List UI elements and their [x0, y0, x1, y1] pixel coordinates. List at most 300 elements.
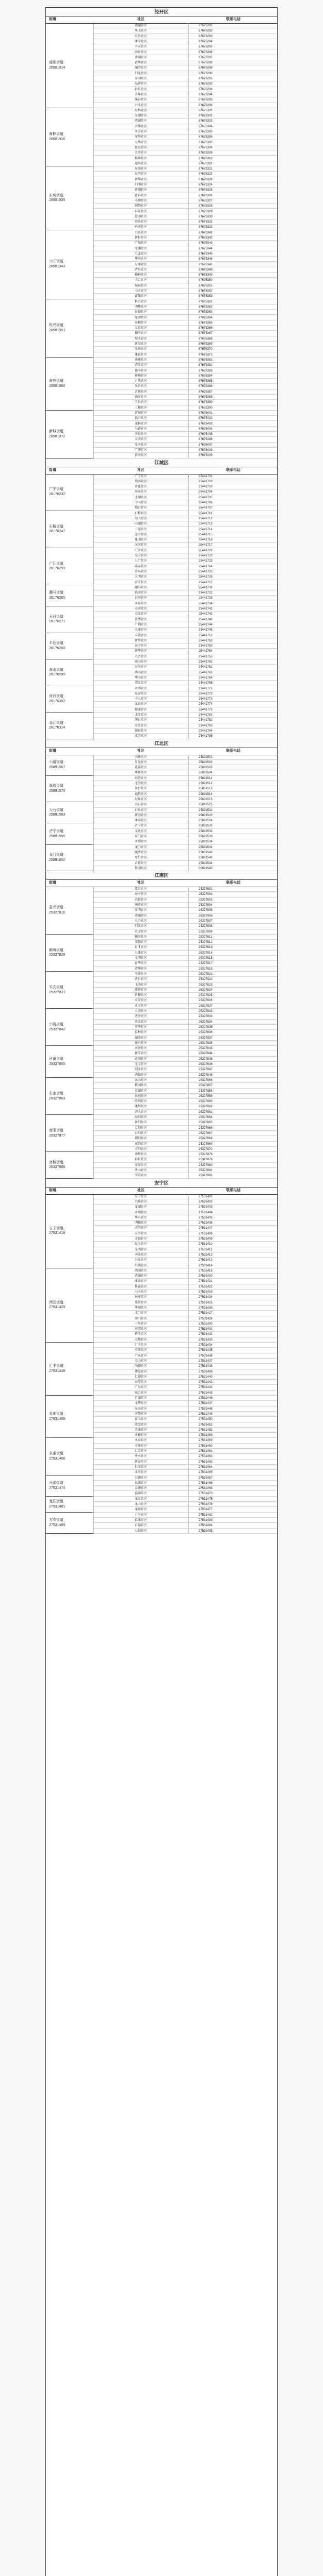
street-name: 南苑街道 [49, 379, 63, 383]
table-row [93, 342, 278, 347]
table-row [93, 1099, 278, 1104]
table-row [93, 443, 278, 448]
community-name: 胜利社区 [93, 1099, 189, 1104]
community-phone: 25327882 [199, 1174, 213, 1178]
table-row [93, 1433, 278, 1438]
table-row [93, 887, 278, 892]
community-name: 永利社区 [93, 839, 189, 844]
street-name: 大石街道 [49, 808, 63, 812]
table-row [93, 892, 278, 897]
table-row [93, 225, 278, 230]
community-phone: 87675388 [199, 396, 213, 399]
column-header-street: 街道 [49, 18, 56, 21]
table-row [93, 564, 278, 569]
community-phone: 87675371 [199, 353, 213, 357]
community-name: 尚德社区 [93, 1364, 189, 1368]
community-phone: 25441704 [199, 490, 213, 494]
table-row [93, 1062, 278, 1067]
street-phone: 26176259 [49, 567, 66, 571]
street-cell [46, 1513, 93, 1534]
table-row [93, 818, 278, 823]
community-name: 迪湖社区 [93, 23, 189, 28]
street-phone: 27531445 [49, 1369, 66, 1374]
community-phone: 87675323 [199, 178, 213, 181]
community-phone: 25327833 [199, 1015, 213, 1019]
community-name: 东安社区 [93, 691, 189, 696]
community-name: 汉河社区 [93, 543, 189, 547]
community-phone: 25441711 [199, 512, 213, 515]
table-row [93, 1263, 278, 1268]
table-row [93, 384, 278, 389]
table-row [93, 590, 278, 596]
community-name: 东苑社区 [93, 166, 189, 171]
table-row [93, 675, 278, 681]
community-name: 兴民社区 [93, 1258, 189, 1262]
community-phone: 25327837 [199, 1036, 213, 1040]
community-phone: 25327843 [199, 1047, 213, 1050]
community-name: 璧水社区 [93, 336, 189, 341]
community-name: 永泰社区 [93, 1438, 189, 1443]
table-row [93, 580, 278, 585]
table-row [93, 1476, 278, 1481]
community-phone: 25441763 [199, 671, 213, 674]
community-name: 宁静社区 [93, 1412, 189, 1416]
community-name: 春阳社区 [93, 1131, 189, 1136]
table-row [93, 432, 278, 437]
table-row [93, 44, 278, 49]
table-row [93, 1491, 278, 1496]
community-phone: 87675294 [199, 93, 213, 96]
community-phone: 27531412 [199, 1253, 213, 1257]
community-name: 永祥社区 [93, 601, 189, 606]
community-name: 彩虹社区 [93, 87, 189, 92]
community-phone: 25327817 [199, 962, 213, 965]
community-name: 南湖社区 [93, 913, 189, 918]
table-row [93, 358, 278, 363]
community-phone: 25441755 [199, 655, 213, 658]
community-name: 春海社区 [93, 596, 189, 600]
table-row [93, 1343, 278, 1348]
table-row [93, 908, 278, 913]
table-row [93, 71, 278, 76]
street-name: 汇丰街道 [49, 1364, 63, 1368]
community-phone: 25327822 [199, 978, 213, 981]
community-name: 桥头社区 [93, 1332, 189, 1336]
street-phone: 28501914 [49, 65, 66, 70]
community-phone: 27531459 [199, 1439, 213, 1443]
community-name: 宽仁社区 [93, 855, 189, 860]
table-row [93, 993, 278, 998]
street-phone: 27531418 [49, 1231, 66, 1235]
community-name: 万达社区 [93, 379, 189, 383]
community-phone: 27531419 [199, 1269, 213, 1273]
column-header [46, 748, 277, 755]
table-row [93, 320, 278, 326]
table-row [93, 262, 278, 267]
community-name: 大湾社区 [93, 437, 189, 442]
community-phone: 25327802 [199, 893, 213, 896]
community-name: 九龙社区 [93, 251, 189, 256]
community-name: 景台社区 [93, 786, 189, 791]
community-name: 安德社区 [93, 940, 189, 944]
table-row [93, 1142, 278, 1147]
community-phone: 27531449 [199, 1412, 213, 1416]
column-header-phone: 联系电话 [226, 881, 240, 885]
community-name: 大华社区 [93, 124, 189, 129]
street-phone: 25327829 [49, 953, 66, 957]
community-phone: 87675303 [199, 120, 213, 123]
column-header-community: 社区 [137, 1188, 144, 1192]
street-phone: 28501943 [49, 265, 66, 269]
table-row [93, 691, 278, 697]
community-name: 城东社区 [93, 283, 189, 288]
table-row [93, 643, 278, 649]
community-phone: 25327809 [199, 930, 213, 934]
community-phone: 25327847 [199, 1068, 213, 1072]
community-phone: 25327879 [199, 1158, 213, 1162]
community-phone: 25441703 [199, 485, 213, 489]
community-phone: 87675281 [199, 24, 213, 27]
community-phone: 27531452 [199, 1428, 213, 1432]
community-name: 阳光社区 [93, 71, 189, 76]
table-row [93, 1104, 278, 1109]
community-phone: 25327824 [199, 988, 213, 992]
table-row [93, 166, 278, 172]
community-phone: 25327813 [199, 946, 213, 950]
street-name: 新城街道 [49, 430, 63, 434]
community-name: 龙江社区 [93, 1497, 189, 1501]
community-name: 乐居社区 [93, 1300, 189, 1305]
community-phone: 87675382 [199, 364, 213, 367]
community-phone: 25327864 [199, 1116, 213, 1120]
community-name: 康盛社区 [93, 1279, 189, 1283]
table-row [93, 437, 278, 442]
table-row [93, 1110, 278, 1115]
table-row [93, 1089, 278, 1094]
community-name: 旭日社区 [93, 718, 189, 722]
community-phone: 25441753 [199, 645, 213, 648]
table-row [93, 1067, 278, 1072]
table-row [93, 1284, 278, 1290]
table-row [93, 118, 278, 124]
community-phone: 87675346 [199, 258, 213, 261]
street-cell [46, 585, 93, 606]
community-phone: 25327858 [199, 1089, 213, 1093]
community-name: 安江社区 [93, 723, 189, 728]
community-phone: 27531411 [199, 1248, 213, 1251]
table-row [93, 707, 278, 713]
community-name: 金源社区 [93, 1486, 189, 1490]
community-phone: 87675369 [199, 343, 213, 346]
table-row [93, 198, 278, 204]
street-name: 万寿街道 [49, 1518, 63, 1522]
table-row [93, 1486, 278, 1491]
community-name: 明德社区 [93, 1221, 189, 1225]
table-row [93, 1057, 278, 1062]
street-phone: 28501951 [49, 328, 66, 332]
community-name: 景华社区 [93, 177, 189, 182]
community-name: 马路社区 [93, 427, 189, 431]
community-phone: 87675322 [199, 173, 213, 176]
community-name: 广宁社区 [93, 474, 189, 479]
community-name: 居安社区 [93, 1295, 189, 1299]
table-row [93, 97, 278, 103]
community-phone: 27531426 [199, 1306, 213, 1310]
community-phone: 25891501 [199, 755, 213, 759]
table-row [93, 145, 278, 150]
community-phone: 25441721 [199, 549, 213, 552]
community-name: 海宁社区 [93, 892, 189, 896]
community-phone: 87675291 [199, 77, 213, 80]
community-name: 大兴社区 [93, 919, 189, 923]
community-phone: 25327805 [199, 909, 213, 912]
community-name: 小路社区 [93, 755, 189, 759]
community-name: 豪江社区 [93, 580, 189, 585]
table-row [93, 87, 278, 92]
community-name: 晶菁社区 [93, 81, 189, 86]
community-name: 文渊社区 [93, 246, 189, 251]
street-name: 嘉兴街道 [49, 906, 63, 910]
community-phone: 87675348 [199, 268, 213, 272]
table-row [93, 1481, 278, 1486]
table-row [93, 1444, 278, 1449]
street-cell [46, 1343, 93, 1396]
community-phone: 27531468 [199, 1481, 213, 1485]
community-phone: 27531485 [199, 1529, 213, 1533]
community-phone: 25441752 [199, 639, 213, 642]
table-row [93, 453, 278, 458]
table-row [93, 1375, 278, 1380]
community-name: 海角社区 [93, 797, 189, 802]
community-phone: 27531427 [199, 1312, 213, 1315]
community-phone: 27531475 [199, 1497, 213, 1501]
street-name: 安宁街道 [49, 1226, 63, 1230]
community-name: 江滨社区 [93, 734, 189, 738]
community-name: 学府社区 [93, 1173, 189, 1178]
community-phone: 25441762 [199, 666, 213, 669]
community-name: 三合社区 [93, 278, 189, 282]
community-name: 贵安社区 [93, 929, 189, 934]
community-phone: 27531405 [199, 1216, 213, 1219]
community-name: 黄华社区 [93, 60, 189, 65]
table-row [93, 1507, 278, 1512]
table-row [93, 670, 278, 675]
community-phone: 25891543 [199, 856, 213, 860]
table-row [93, 1497, 278, 1502]
community-name: 河东社区 [93, 489, 189, 494]
community-phone: 87675341 [199, 231, 213, 234]
community-name: 祥和社区 [93, 374, 189, 378]
community-phone: 25327815 [199, 957, 213, 960]
community-name: 颖川社区 [93, 935, 189, 939]
community-phone: 25891512 [199, 782, 213, 786]
community-phone: 87675301 [199, 109, 213, 112]
street-cell [46, 713, 93, 739]
community-name: 江春社区 [93, 702, 189, 706]
table-row [93, 1025, 278, 1030]
column-header-community: 社区 [137, 18, 144, 21]
community-name: 毓秀社区 [93, 850, 189, 855]
community-name: 望江社区 [93, 681, 189, 685]
community-name: 河西社区 [93, 686, 189, 691]
community-name: 仁安社区 [93, 1465, 189, 1469]
community-name: 达井社区 [93, 1014, 189, 1019]
table-row [93, 1449, 278, 1454]
table-row [93, 1258, 278, 1263]
street-phone: 26176271 [49, 620, 66, 624]
table-row [93, 363, 278, 368]
community-name: 新湖社区 [93, 188, 189, 192]
community-name: 五缘社区 [93, 951, 189, 955]
community-phone: 87675401 [199, 411, 213, 415]
community-phone: 87675353 [199, 295, 213, 298]
community-phone: 25441771 [199, 687, 213, 690]
street-name: 迪湖街道 [49, 61, 63, 65]
community-name: 海岸社区 [93, 1380, 189, 1384]
community-name: 德丰社区 [93, 368, 189, 373]
district-title: 江南区 [46, 871, 277, 880]
table-row [93, 156, 278, 161]
community-phone: 27531453 [199, 1434, 213, 1437]
community-name: 丰阳社区 [93, 1147, 189, 1151]
table-row [93, 1364, 278, 1369]
community-phone: 25327836 [199, 1031, 213, 1035]
community-name: 万寿社区 [93, 1513, 189, 1517]
column-header-phone: 联系电话 [226, 1188, 240, 1192]
table-row [93, 28, 278, 33]
table-row [93, 765, 278, 770]
street-cell [46, 1497, 93, 1513]
community-phone: 25891503 [199, 766, 213, 770]
street-phone: 26176302 [49, 699, 66, 703]
community-name: 健康社区 [93, 707, 189, 712]
street-cell [46, 659, 93, 686]
street-name: 天河街道 [49, 615, 63, 619]
table-row [93, 1417, 278, 1422]
community-name: 海林社区 [93, 108, 189, 113]
community-name: 永安社区 [93, 129, 189, 134]
community-phone: 27531424 [199, 1296, 213, 1299]
table-row [93, 612, 278, 617]
community-phone: 87675302 [199, 114, 213, 118]
street-phone: 25891583 [49, 813, 66, 817]
community-name: 春江社区 [93, 209, 189, 214]
column-header [46, 16, 277, 24]
street-cell [46, 1476, 93, 1497]
community-name: 龙山社区 [93, 1502, 189, 1506]
community-name: 石桥社区 [93, 511, 189, 516]
table-row [93, 903, 278, 908]
community-name: 福兴社区 [93, 416, 189, 420]
community-phone: 27531402 [199, 1200, 213, 1204]
community-name: 中立社区 [93, 697, 189, 701]
table-row [93, 209, 278, 214]
community-phone: 25441741 [199, 607, 213, 611]
community-phone: 27531434 [199, 1344, 213, 1347]
table-row [93, 352, 278, 358]
community-name: 新港社区 [93, 813, 189, 818]
community-name: 鸿福社区 [93, 1073, 189, 1077]
column-header-street: 街道 [49, 881, 56, 885]
community-phone: 27531464 [199, 1465, 213, 1469]
community-name: 景观社区 [93, 1094, 189, 1098]
street-cell [46, 166, 93, 230]
community-name: 金沙社区 [93, 150, 189, 155]
community-phone: 27531409 [199, 1238, 213, 1241]
table-row [93, 1306, 278, 1311]
community-phone: 87675289 [199, 66, 213, 70]
community-phone: 25441714 [199, 528, 213, 531]
community-name: 桂花社区 [93, 1284, 189, 1289]
community-name: 龙门社区 [93, 845, 189, 850]
community-phone: 87675381 [199, 358, 213, 362]
community-phone: 27531460 [199, 1444, 213, 1448]
table-row [93, 326, 278, 331]
community-name: 江岸社区 [93, 1470, 189, 1475]
table-row [93, 961, 278, 966]
community-name: 源泉社区 [93, 728, 189, 733]
community-name: 北湖社区 [93, 495, 189, 500]
community-name: 平安社区 [93, 972, 189, 976]
table-row [93, 108, 278, 113]
community-phone: 25327801 [199, 888, 213, 891]
street-name: 南山街道 [49, 668, 63, 672]
community-phone: 25327825 [199, 994, 213, 997]
community-phone: 27531443 [199, 1391, 213, 1395]
community-phone: 87675365 [199, 321, 213, 325]
column-header-street: 街道 [49, 749, 56, 753]
community-name: 安宁社区 [93, 1194, 189, 1199]
community-phone: 25327868 [199, 1137, 213, 1141]
community-name: 青年社区 [93, 92, 189, 97]
table-row [93, 1009, 278, 1014]
street-phone: 25891596 [49, 834, 66, 838]
community-name: 北江社区 [93, 713, 189, 717]
community-name: 兴旺社区 [93, 230, 189, 235]
community-phone: 25327859 [199, 1094, 213, 1098]
table-row [93, 913, 278, 919]
community-name: 北门社区 [93, 1311, 189, 1315]
community-name: 家园社区 [93, 76, 189, 81]
community-name: 平安社区 [93, 44, 189, 49]
table-row [93, 760, 278, 765]
community-name: 南湖社区 [93, 55, 189, 60]
table-row [93, 193, 278, 198]
community-phone: 87675347 [199, 263, 213, 266]
community-phone: 87675364 [199, 316, 213, 319]
community-phone: 25891523 [199, 814, 213, 817]
community-phone: 87675370 [199, 348, 213, 351]
table-row [93, 1004, 278, 1009]
community-name: 新泰社区 [93, 1460, 189, 1464]
community-phone: 87675286 [199, 50, 213, 54]
table-row [93, 585, 278, 590]
community-name: 南开社区 [93, 903, 189, 907]
table-row [93, 204, 278, 209]
community-phone: 25327811 [199, 935, 213, 939]
community-name: 华山社区 [93, 675, 189, 680]
table-row [93, 1014, 278, 1019]
street-phone: 26176290 [49, 673, 66, 677]
table-row [93, 834, 278, 839]
table-row [93, 1348, 278, 1353]
street-name: 广宁街道 [49, 487, 63, 492]
table-row [93, 257, 278, 262]
community-name: 东峰社区 [93, 347, 189, 351]
community-phone: 25327834 [199, 1020, 213, 1024]
table-row [93, 686, 278, 691]
community-phone: 27531462 [199, 1455, 213, 1459]
